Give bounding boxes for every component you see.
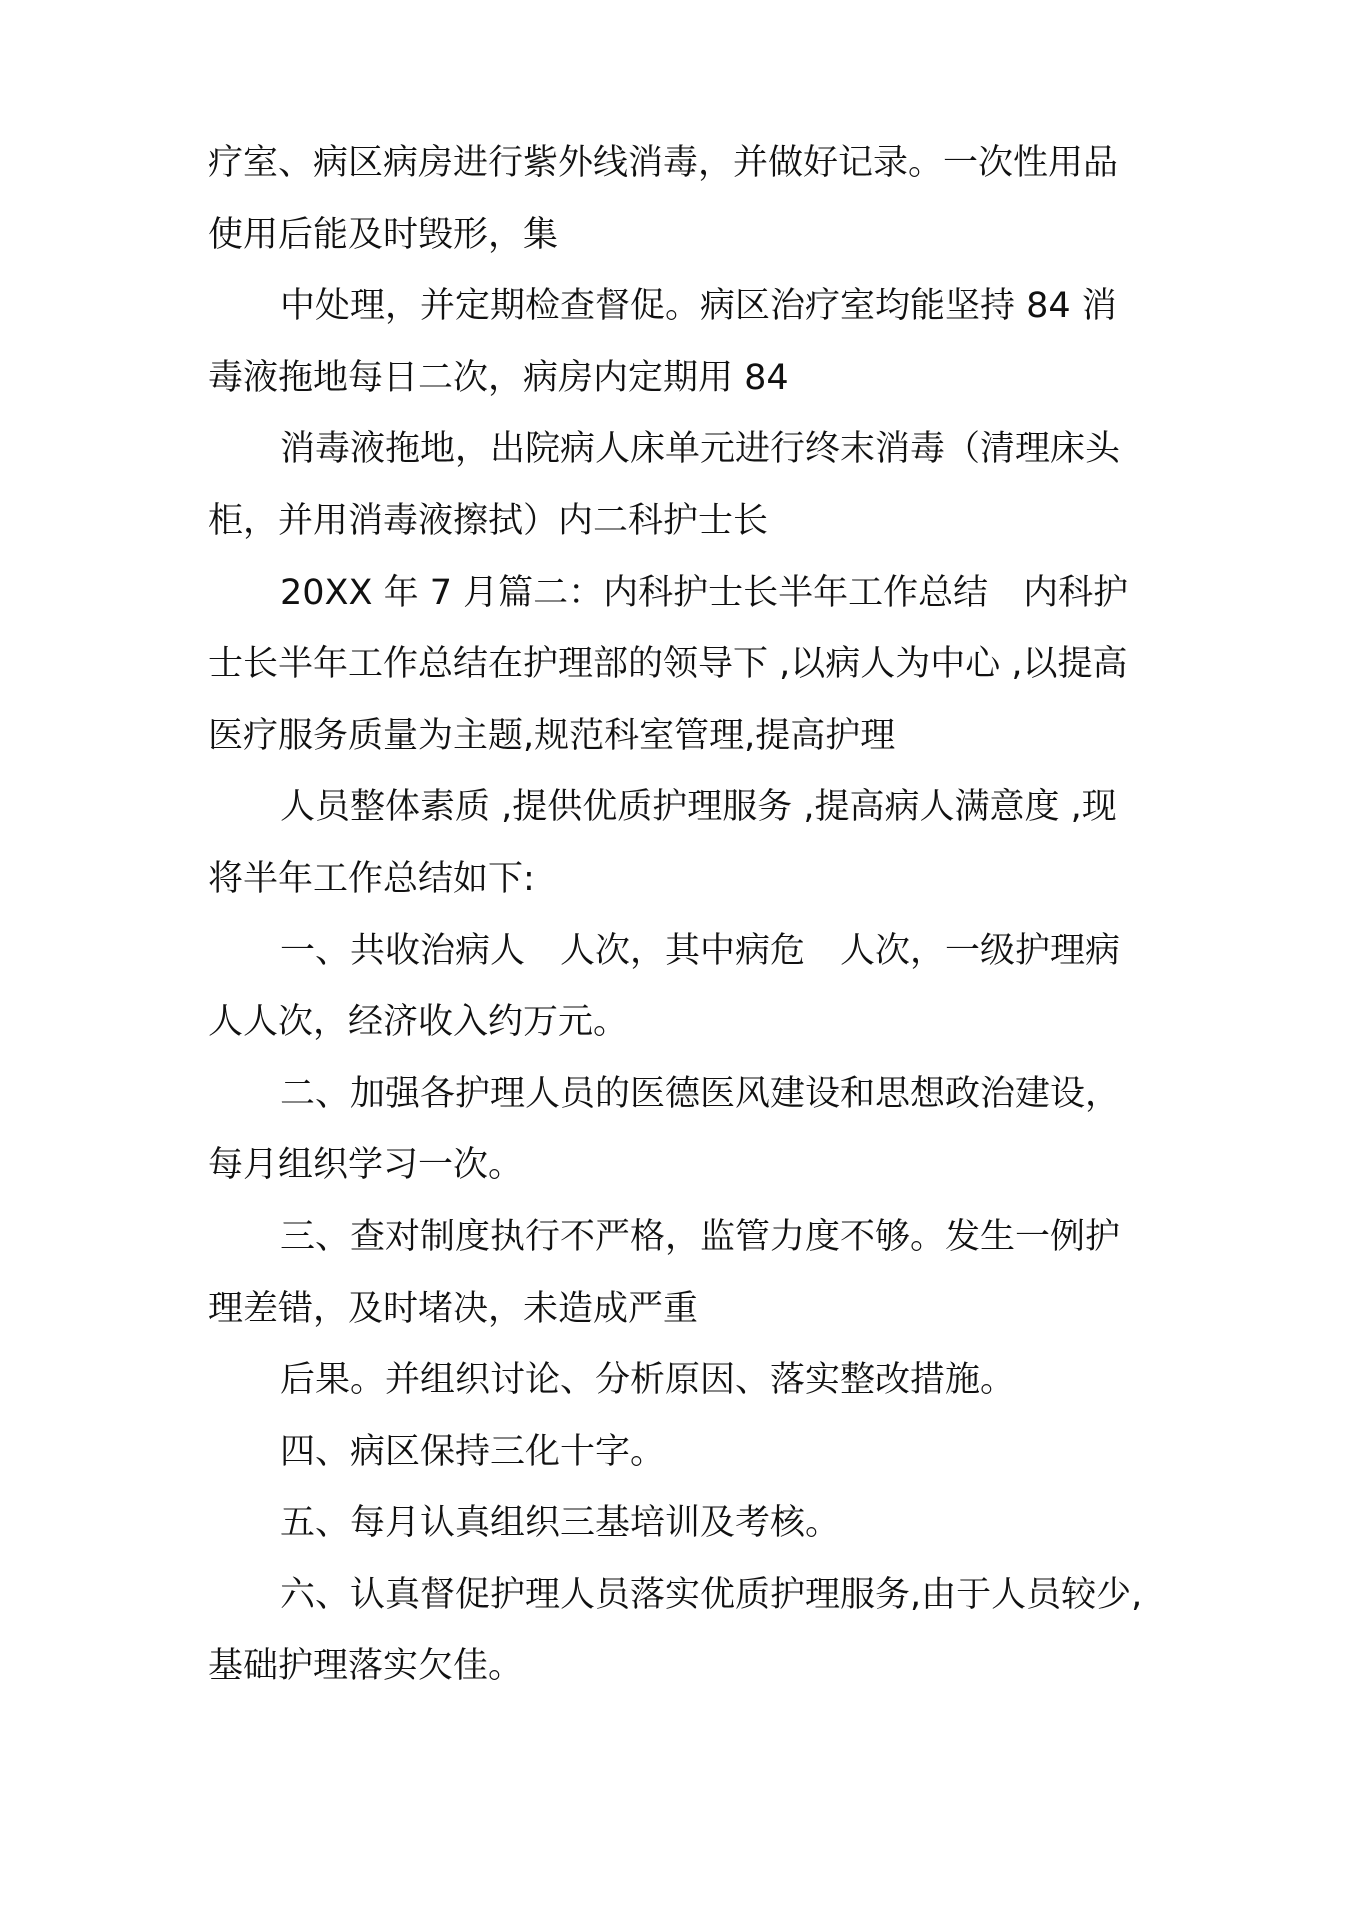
text-line: 每月组织学习一次。 bbox=[208, 1145, 524, 1186]
text-line: 柜，并用消毒液擦拭）内二科护士长 bbox=[208, 500, 769, 541]
document-body bbox=[208, 128, 1168, 1703]
text-line: 三、查对制度执行不严格，监管力度不够。发生一例护 bbox=[280, 1216, 1121, 1257]
text-line: 医疗服务质量为主题,规范科室管理,提高护理 bbox=[208, 715, 896, 756]
text-line: 人人次，经济收入约万元。 bbox=[208, 1002, 629, 1043]
text-line: 五、每月认真组织三基培训及考核。 bbox=[280, 1503, 841, 1544]
text-line: 六、认真督促护理人员落实优质护理服务,由于人员较少, bbox=[280, 1574, 1143, 1615]
text-line: 中处理，并定期检查督促。病区治疗室均能坚持 84 消 bbox=[280, 286, 1117, 327]
text-line: 四、病区保持三化十字。 bbox=[280, 1431, 666, 1472]
text-line: 疗室、病区病房进行紫外线消毒，并做好记录。一次性用品 bbox=[208, 143, 1119, 183]
text-line: 士长半年工作总结在护理部的领导下 ,以病人为中心 ,以提高 bbox=[208, 644, 1128, 685]
text-line: 人员整体素质 ,提供优质护理服务 ,提高病人满意度 ,现 bbox=[280, 787, 1117, 828]
text-line: 后果。并组织讨论、分析原因、落实整改措施。 bbox=[280, 1360, 1016, 1401]
text-line: 基础护理落实欠佳。 bbox=[208, 1646, 524, 1687]
text-line: 将半年工作总结如下: bbox=[208, 858, 535, 899]
text-line: 使用后能及时毁形，集 bbox=[208, 214, 559, 255]
text-line: 20XX 年 7 月篇二：内科护士长半年工作总结 内科护 bbox=[280, 572, 1129, 613]
text-line: 一、共收治病人 人次，其中病危 人次，一级护理病 bbox=[280, 930, 1121, 971]
text-line: 理差错，及时堵决，未造成严重 bbox=[208, 1288, 699, 1329]
text-line: 二、加强各护理人员的医德医风建设和思想政治建设， bbox=[280, 1073, 1121, 1114]
text-line: 消毒液拖地，出院病人床单元进行终末消毒（清理床头 bbox=[280, 429, 1121, 470]
text-line: 毒液拖地每日二次，病房内定期用 84 bbox=[208, 357, 789, 398]
